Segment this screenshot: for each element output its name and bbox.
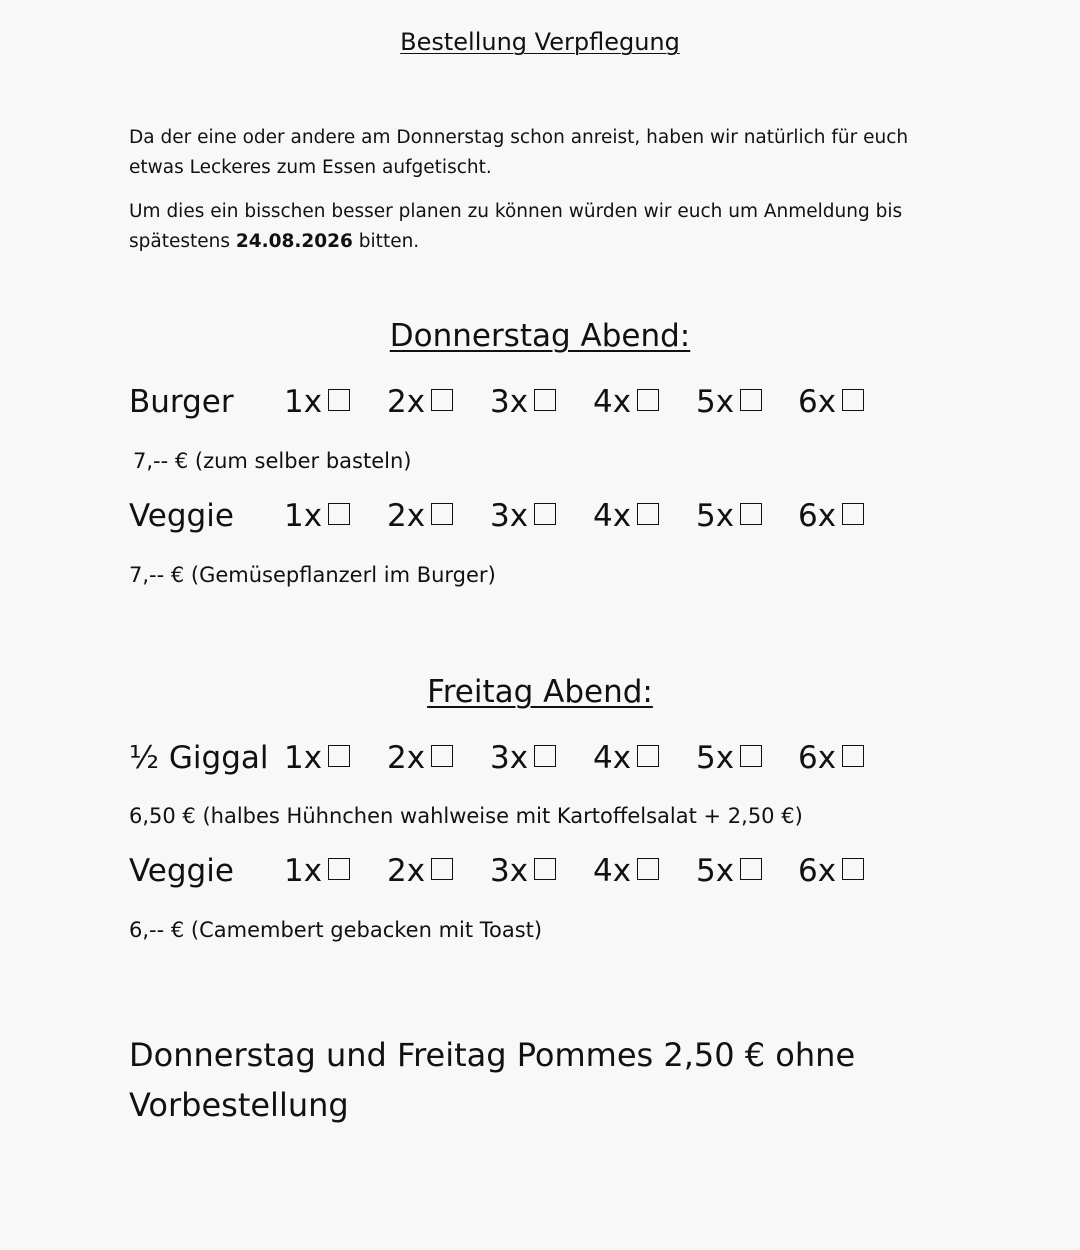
quantity-label: 5x: [696, 498, 735, 534]
option-4x[interactable]: [593, 384, 659, 420]
fries-note: Donnerstag und Freitag Pommes 2,50 € ohne Vorbestellung: [129, 1036, 856, 1124]
option-1x[interactable]: [284, 853, 350, 889]
item-description-veggie-thursday: 7,-- € (Gemüsepflanzerl im Burger): [129, 563, 496, 587]
intro-paragraph-2: [129, 197, 929, 257]
option-5x[interactable]: [696, 498, 762, 534]
option-4x[interactable]: [593, 498, 659, 534]
checkbox[interactable]: [534, 503, 556, 525]
checkbox[interactable]: [431, 389, 453, 411]
item-row-veggie-thursday: [129, 498, 889, 538]
option-6x[interactable]: [798, 853, 864, 889]
item-row-veggie-friday: [129, 853, 889, 893]
item-label-burger: Burger: [129, 384, 234, 420]
item-description-giggal: 6,50 € (halbes Hühnchen wahlweise mit Kartoffelsalat + 2,50 €): [129, 804, 803, 828]
quantity-label: 3x: [490, 853, 529, 889]
option-6x[interactable]: [798, 498, 864, 534]
item-label-giggal: ½ Giggal: [129, 740, 269, 776]
item-description-veggie-friday: 6,-- € (Camembert gebacken mit Toast): [129, 918, 543, 942]
checkbox[interactable]: [637, 745, 659, 767]
option-5x[interactable]: [696, 384, 762, 420]
quantity-label: 1x: [284, 740, 323, 776]
item-row-burger: [129, 384, 889, 424]
checkbox[interactable]: [637, 503, 659, 525]
quantity-label: 5x: [696, 740, 735, 776]
checkbox[interactable]: [740, 503, 762, 525]
option-2x[interactable]: [387, 498, 453, 534]
intro-text-after-date: bitten.: [352, 231, 420, 252]
checkbox[interactable]: [637, 389, 659, 411]
checkbox[interactable]: [740, 858, 762, 880]
checkbox[interactable]: [431, 858, 453, 880]
option-4x[interactable]: [593, 740, 659, 776]
checkbox[interactable]: [842, 858, 864, 880]
checkbox[interactable]: [842, 745, 864, 767]
deadline-date: 24.08.2026: [235, 231, 353, 252]
quantity-label: 2x: [387, 853, 426, 889]
option-2x[interactable]: [387, 853, 453, 889]
option-5x[interactable]: [696, 853, 762, 889]
item-label-veggie: Veggie: [129, 853, 234, 889]
intro-paragraph-1: Da der eine oder andere am Donnerstag schon anreist, haben wir natürlich für euch etwas Leckeres zum Essen aufgetischt.: [129, 127, 909, 178]
quantity-label: 3x: [490, 740, 529, 776]
item-label-veggie: Veggie: [129, 498, 234, 534]
checkbox[interactable]: [328, 745, 350, 767]
thursday-heading: Donnerstag Abend:: [389, 318, 691, 354]
friday-heading: Freitag Abend:: [427, 674, 653, 710]
quantity-label: 4x: [593, 740, 632, 776]
quantity-label: 5x: [696, 384, 735, 420]
option-6x[interactable]: [798, 740, 864, 776]
option-1x[interactable]: [284, 740, 350, 776]
quantity-label: 2x: [387, 384, 426, 420]
checkbox[interactable]: [328, 389, 350, 411]
quantity-label: 3x: [490, 498, 529, 534]
quantity-label: 1x: [284, 498, 323, 534]
option-2x[interactable]: [387, 384, 453, 420]
checkbox[interactable]: [637, 858, 659, 880]
intro-text-before-date: Um dies ein bisschen besser planen zu können würden wir euch um Anmeldung bis spätestens: [129, 201, 903, 252]
checkbox[interactable]: [328, 503, 350, 525]
checkbox[interactable]: [328, 858, 350, 880]
quantity-label: 4x: [593, 384, 632, 420]
item-description-burger: 7,-- € (zum selber basteln): [133, 449, 412, 473]
quantity-label: 4x: [593, 498, 632, 534]
option-3x[interactable]: [490, 498, 556, 534]
option-3x[interactable]: [490, 853, 556, 889]
quantity-label: 2x: [387, 498, 426, 534]
option-1x[interactable]: [284, 498, 350, 534]
quantity-label: 1x: [284, 853, 323, 889]
page-title: Bestellung Verpflegung: [400, 28, 680, 56]
quantity-label: 6x: [798, 384, 837, 420]
option-1x[interactable]: [284, 384, 350, 420]
item-row-giggal: [129, 740, 889, 780]
quantity-label: 2x: [387, 740, 426, 776]
quantity-label: 5x: [696, 853, 735, 889]
option-6x[interactable]: [798, 384, 864, 420]
quantity-label: 6x: [798, 498, 837, 534]
checkbox[interactable]: [534, 858, 556, 880]
quantity-label: 1x: [284, 384, 323, 420]
option-3x[interactable]: [490, 384, 556, 420]
quantity-label: 6x: [798, 853, 837, 889]
checkbox[interactable]: [740, 389, 762, 411]
checkbox[interactable]: [740, 745, 762, 767]
checkbox[interactable]: [431, 745, 453, 767]
option-5x[interactable]: [696, 740, 762, 776]
checkbox[interactable]: [534, 389, 556, 411]
checkbox[interactable]: [842, 389, 864, 411]
quantity-label: 3x: [490, 384, 529, 420]
option-4x[interactable]: [593, 853, 659, 889]
option-3x[interactable]: [490, 740, 556, 776]
option-2x[interactable]: [387, 740, 453, 776]
checkbox[interactable]: [534, 745, 556, 767]
quantity-label: 4x: [593, 853, 632, 889]
quantity-label: 6x: [798, 740, 837, 776]
checkbox[interactable]: [842, 503, 864, 525]
checkbox[interactable]: [431, 503, 453, 525]
